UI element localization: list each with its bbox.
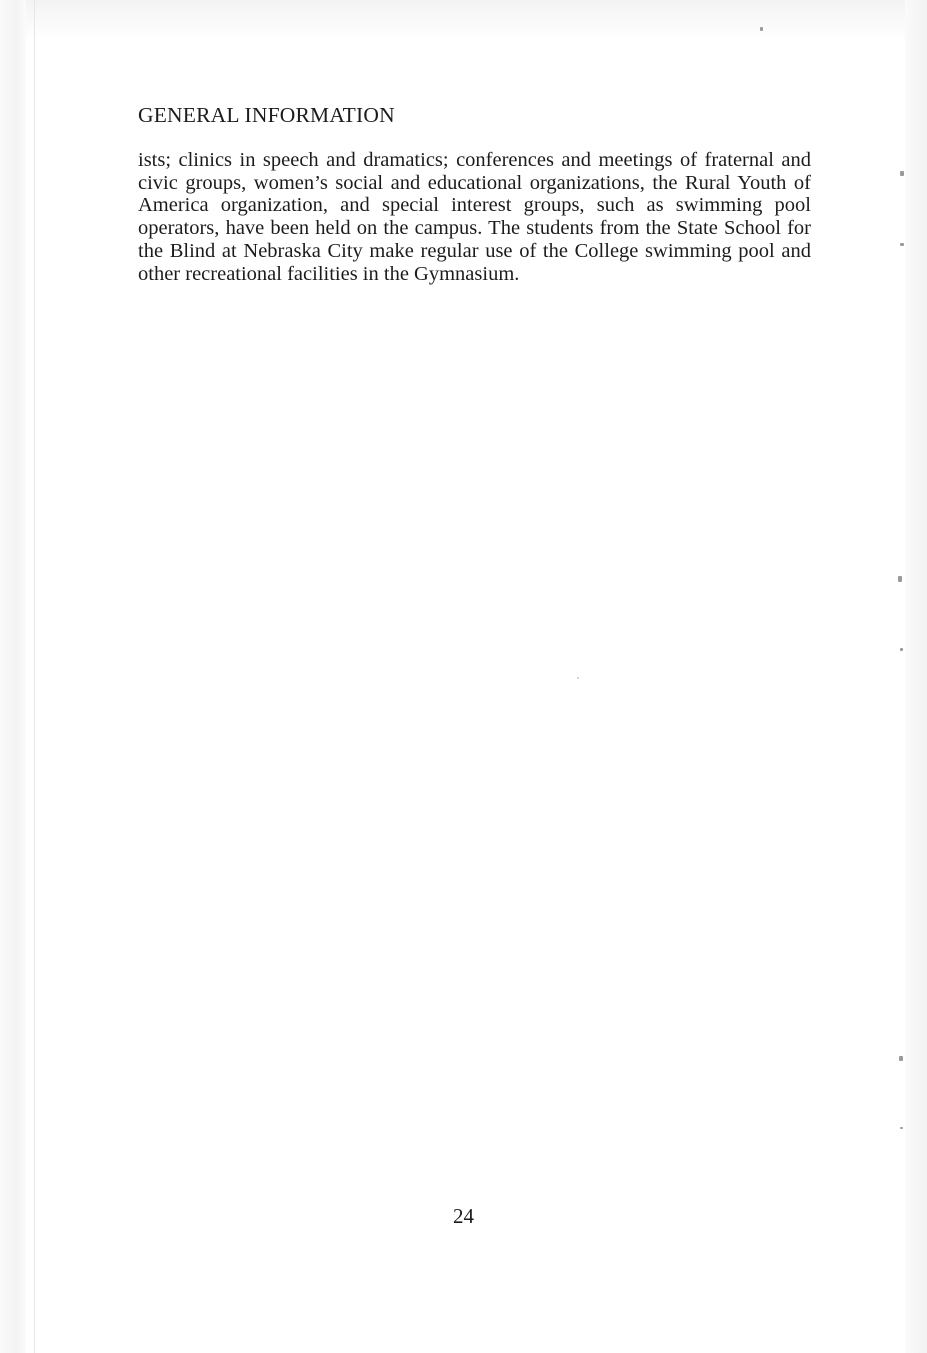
page-number: 24 (453, 1204, 474, 1228)
scan-speck (900, 648, 903, 651)
scan-edge-top (26, 0, 905, 40)
scan-speck (577, 677, 579, 679)
scan-speck (900, 171, 904, 176)
scan-edge-line (34, 0, 35, 1353)
scan-speck (900, 1127, 903, 1129)
scan-speck (898, 576, 902, 582)
scan-edge-left (0, 0, 26, 1353)
body-paragraph: ists; clinics in speech and dramatics; conferences and meetings of fraternal and civic groups, women’s social and educational organizations, the Rural Youth of America organization, and special interest groups, such as swimming pool operators, have been held on the campus. The students from the State School for the Blind at Nebraska City make regular use of the College swimming pool and other recreational facilities in the Gymnasium. (138, 149, 811, 285)
scan-speck (899, 1056, 903, 1061)
scan-edge-right (905, 0, 927, 1353)
scan-speck (760, 27, 763, 31)
running-head: GENERAL INFORMATION (138, 103, 395, 127)
scan-speck (900, 243, 904, 246)
